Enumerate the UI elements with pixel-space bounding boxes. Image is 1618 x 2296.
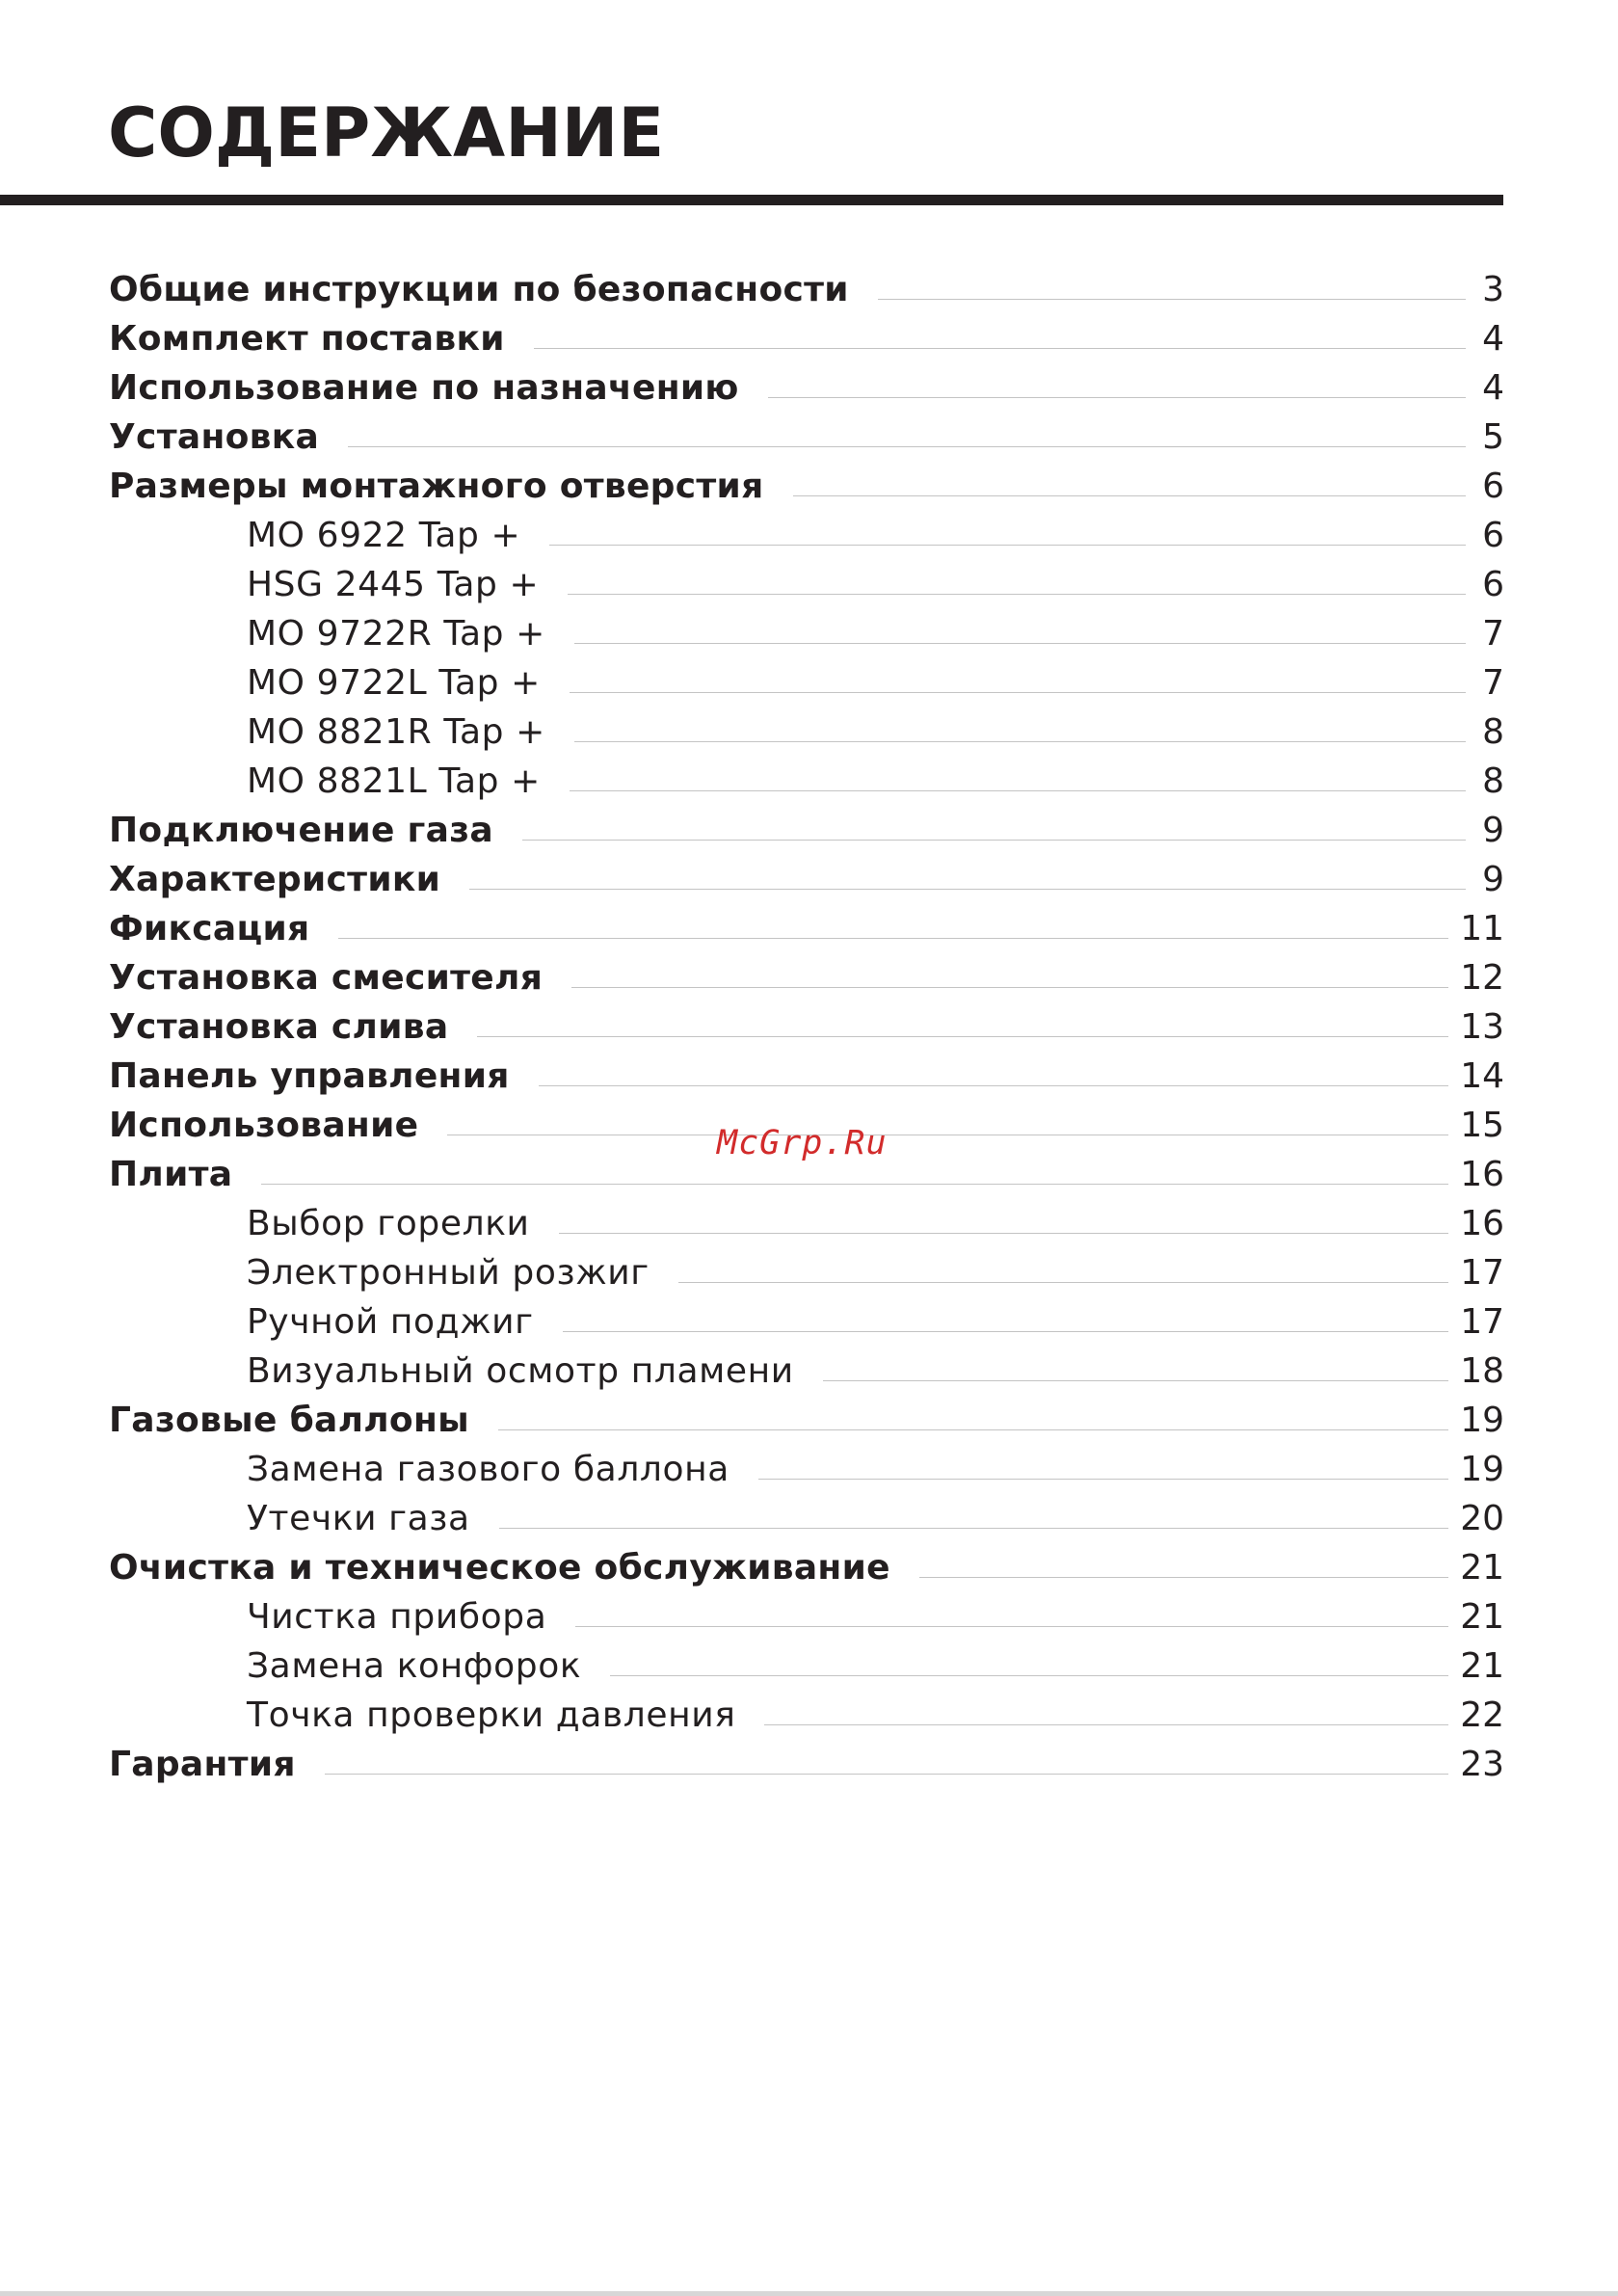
toc-leader-line (477, 1036, 1448, 1037)
toc-page-number: 11 (1460, 909, 1504, 948)
toc-page-number: 9 (1482, 811, 1504, 850)
toc-entry-label: Общие инструкции по безопасности (109, 270, 849, 309)
toc-page-number: 16 (1460, 1204, 1504, 1243)
toc-leader-line (539, 1085, 1449, 1086)
toc-leader-line (610, 1675, 1448, 1676)
toc-leader-line (575, 1626, 1448, 1627)
toc-entry[interactable] (109, 855, 1504, 904)
toc-page-number: 19 (1460, 1401, 1504, 1440)
toc-leader-line (325, 1774, 1448, 1775)
toc-entry[interactable] (109, 314, 1504, 363)
toc-leader-line (764, 1724, 1448, 1725)
toc-subentry[interactable] (109, 1592, 1504, 1642)
toc-entry[interactable] (109, 904, 1504, 953)
toc-subentry[interactable] (109, 658, 1504, 707)
toc-entry-label: Панель управления (109, 1056, 510, 1096)
toc-leader-line (574, 741, 1466, 742)
toc-page-number: 12 (1460, 958, 1504, 998)
toc-entry-label: Установка слива (109, 1007, 449, 1047)
toc-page-number: 7 (1482, 614, 1504, 654)
toc-leader-line (571, 987, 1448, 988)
toc-entry-label: Использование (109, 1106, 419, 1145)
toc-subentry[interactable] (109, 609, 1504, 658)
toc-leader-line (499, 1528, 1448, 1529)
toc-entry-label: Фиксация (109, 909, 310, 948)
toc-page-number: 17 (1460, 1253, 1504, 1293)
toc-entry[interactable] (109, 265, 1504, 314)
toc-leader-line (534, 348, 1466, 349)
toc-entry-label: Установка смесителя (109, 958, 544, 998)
toc-entry[interactable] (109, 462, 1504, 511)
toc-subentry-label: Замена газового баллона (247, 1450, 729, 1489)
toc-page-number: 14 (1460, 1056, 1504, 1096)
toc-page-number: 7 (1482, 663, 1504, 703)
toc-page-number: 5 (1482, 417, 1504, 457)
toc-subentry-label: MO 9722R Tap + (247, 614, 545, 654)
toc-subentry-label: Выбор горелки (247, 1204, 530, 1243)
toc-entry[interactable] (109, 363, 1504, 413)
toc-page-number: 6 (1482, 565, 1504, 604)
toc-leader-line (919, 1577, 1448, 1578)
toc-page-number: 8 (1482, 761, 1504, 801)
toc-leader-line (348, 446, 1466, 447)
toc-entry-label: Установка (109, 417, 320, 457)
toc-page-number: 23 (1460, 1745, 1504, 1784)
toc-page-number: 9 (1482, 860, 1504, 899)
toc-subentry-label: MO 8821L Tap + (247, 761, 541, 801)
toc-entry[interactable] (109, 806, 1504, 855)
toc-leader-line (568, 594, 1466, 595)
toc-entry[interactable] (109, 1543, 1504, 1592)
toc-subentry-label: Чистка прибора (247, 1597, 547, 1637)
toc-entry[interactable] (109, 1396, 1504, 1445)
toc-entry-label: Гарантия (109, 1745, 296, 1784)
toc-subentry-label: Электронный розжиг (247, 1253, 650, 1293)
toc-leader-line (469, 889, 1466, 890)
toc-leader-line (574, 643, 1466, 644)
toc-leader-line (522, 840, 1466, 841)
toc-leader-line (563, 1331, 1449, 1332)
toc-subentry[interactable] (109, 560, 1504, 609)
toc-entry-label: Очистка и техническое обслуживание (109, 1548, 890, 1588)
toc-entry[interactable] (109, 413, 1504, 462)
toc-page-number: 4 (1482, 319, 1504, 359)
toc-leader-line (793, 495, 1467, 496)
toc-subentry[interactable] (109, 1494, 1504, 1543)
toc-page-number: 4 (1482, 368, 1504, 408)
toc-subentry[interactable] (109, 707, 1504, 757)
toc-subentry-label: Замена конфорок (247, 1646, 582, 1686)
toc-entry[interactable] (109, 1052, 1504, 1101)
toc-subentry[interactable] (109, 1199, 1504, 1248)
toc-leader-line (768, 397, 1466, 398)
toc-entry[interactable] (109, 953, 1504, 1002)
toc-page-number: 21 (1460, 1646, 1504, 1686)
toc-page-number: 17 (1460, 1302, 1504, 1342)
toc-leader-line (549, 545, 1466, 546)
toc-subentry[interactable] (109, 1347, 1504, 1396)
toc-page-number: 18 (1460, 1351, 1504, 1391)
toc-page-number: 20 (1460, 1499, 1504, 1538)
toc-subentry-label: MO 8821R Tap + (247, 712, 545, 752)
toc-entry[interactable] (109, 1002, 1504, 1052)
toc-leader-line (559, 1233, 1449, 1234)
toc-subentry[interactable] (109, 1642, 1504, 1691)
toc-subentry[interactable] (109, 511, 1504, 560)
page-title: СОДЕРЖАНИЕ (108, 93, 665, 173)
toc-leader-line (570, 692, 1466, 693)
toc-subentry-label: Ручной поджиг (247, 1302, 534, 1342)
toc-subentry[interactable] (109, 1297, 1504, 1347)
toc-page-number: 19 (1460, 1450, 1504, 1489)
toc-entry-label: Комплект поставки (109, 319, 505, 359)
toc-entry-label: Плита (109, 1155, 233, 1194)
bottom-edge-line (0, 2291, 1618, 2296)
toc-leader-line (570, 790, 1466, 791)
table-of-contents (109, 265, 1504, 1789)
toc-subentry[interactable] (109, 1445, 1504, 1494)
toc-page-number: 15 (1460, 1106, 1504, 1145)
toc-entry-label: Подключение газа (109, 811, 494, 850)
toc-leader-line (261, 1184, 1448, 1185)
title-underline (0, 195, 1503, 205)
toc-leader-line (823, 1380, 1448, 1381)
toc-subentry-label: Визуальный осмотр пламени (247, 1351, 794, 1391)
toc-subentry-label: Утечки газа (247, 1499, 470, 1538)
watermark: McGrp.Ru (717, 1124, 888, 1162)
toc-page-number: 21 (1460, 1548, 1504, 1588)
toc-subentry-label: MO 6922 Tap + (247, 516, 521, 555)
toc-leader-line (878, 299, 1466, 300)
toc-entry[interactable] (109, 1740, 1504, 1789)
toc-subentry-label: MO 9722L Tap + (247, 663, 541, 703)
toc-leader-line (758, 1479, 1448, 1480)
toc-page-number: 8 (1482, 712, 1504, 752)
toc-page-number: 21 (1460, 1597, 1504, 1637)
toc-subentry-label: Точка проверки давления (247, 1695, 736, 1735)
toc-entry-label: Размеры монтажного отверстия (109, 467, 764, 506)
toc-entry-label: Характеристики (109, 860, 441, 899)
toc-page-number: 6 (1482, 467, 1504, 506)
toc-page-number: 16 (1460, 1155, 1504, 1194)
toc-leader-line (678, 1282, 1448, 1283)
toc-page-number: 3 (1482, 270, 1504, 309)
toc-subentry[interactable] (109, 1248, 1504, 1297)
toc-entry-label: Использование по назначению (109, 368, 739, 408)
toc-leader-line (338, 938, 1448, 939)
toc-leader-line (498, 1429, 1448, 1430)
toc-subentry[interactable] (109, 1691, 1504, 1740)
toc-entry-label: Газовые баллоны (109, 1401, 469, 1440)
toc-page-number: 13 (1460, 1007, 1504, 1047)
toc-page-number: 22 (1460, 1695, 1504, 1735)
toc-subentry[interactable] (109, 757, 1504, 806)
toc-subentry-label: HSG 2445 Tap + (247, 565, 540, 604)
toc-page-number: 6 (1482, 516, 1504, 555)
